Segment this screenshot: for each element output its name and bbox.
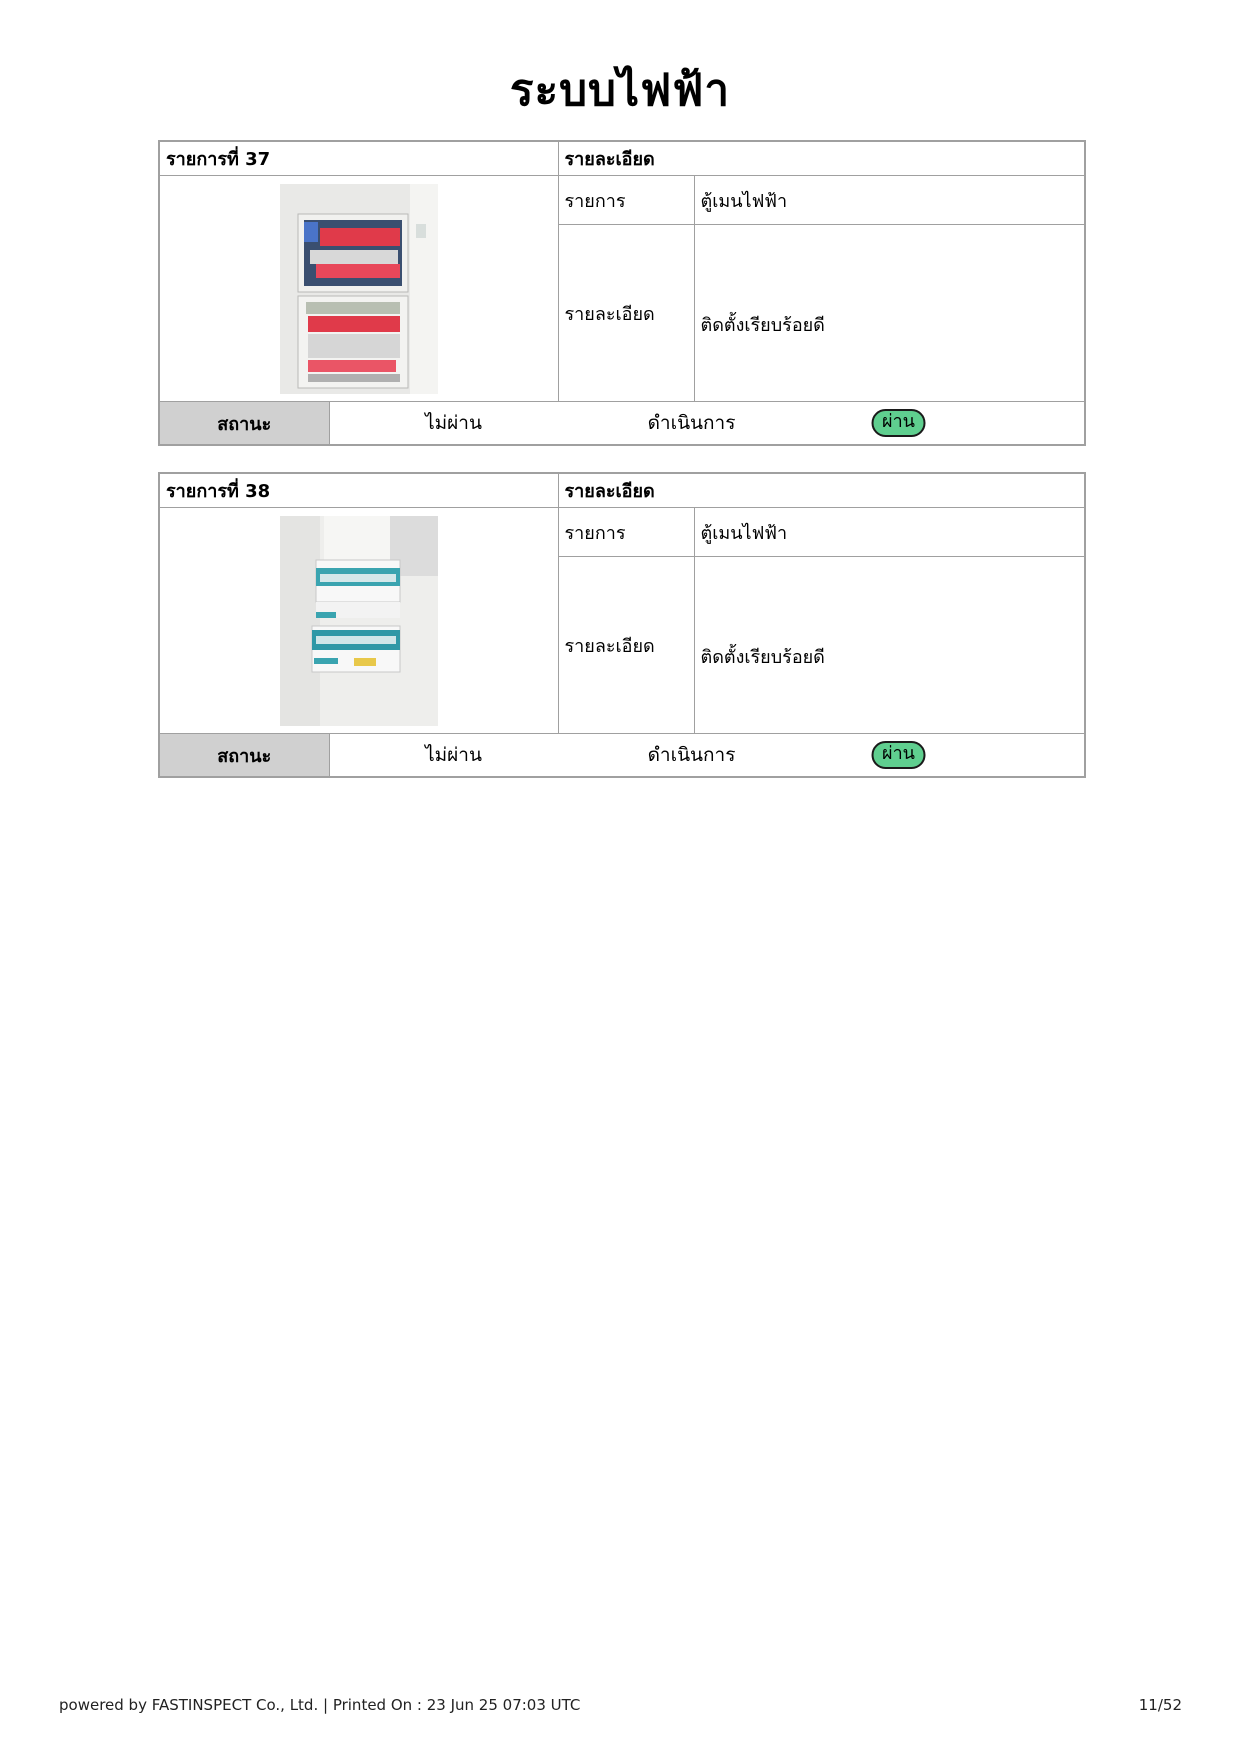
inspection-item-38	[158, 472, 1086, 778]
item-photo-cell	[159, 176, 558, 402]
item-photo-cell	[159, 508, 558, 734]
list-value: ตู้เมนไฟฟ้า	[694, 508, 1085, 557]
status-label: สถานะ	[159, 734, 329, 778]
status-label: สถานะ	[159, 402, 329, 446]
status-option-in-progress[interactable]: ดำเนินการ	[647, 412, 736, 434]
inspection-item-37	[158, 140, 1086, 446]
status-option-pass-selected[interactable]: ผ่าน	[871, 741, 926, 769]
detail-value: ติดตั้งเรียบร้อยดี	[700, 314, 825, 336]
status-option-fail[interactable]: ไม่ผ่าน	[425, 412, 482, 434]
list-value: ตู้เมนไฟฟ้า	[694, 176, 1085, 225]
status-option-in-progress[interactable]: ดำเนินการ	[647, 744, 736, 766]
footer-credit: powered by FASTINSPECT Co., Ltd. | Printed On : 23 Jun 25 07:03 UTC	[59, 1696, 581, 1714]
item-number-header: รายการที่ 38	[159, 473, 558, 508]
item-number-header: รายการที่ 37	[159, 141, 558, 176]
detail-label: รายละเอียด	[558, 225, 694, 402]
item-detail-header: รายละเอียด	[558, 473, 1085, 508]
status-option-pass-selected[interactable]: ผ่าน	[871, 409, 926, 437]
status-option-fail[interactable]: ไม่ผ่าน	[425, 744, 482, 766]
electrical-panel-photo[interactable]	[280, 516, 438, 726]
detail-value-cell	[694, 225, 1085, 402]
status-options	[329, 734, 1085, 778]
detail-label: รายละเอียด	[558, 557, 694, 734]
page-number: 11/52	[1138, 1696, 1182, 1714]
page-title: ระบบไฟฟ้า	[509, 65, 731, 116]
status-options	[329, 402, 1085, 446]
electrical-panel-photo[interactable]	[280, 184, 438, 394]
list-label: รายการ	[558, 508, 694, 557]
list-label: รายการ	[558, 176, 694, 225]
item-detail-header: รายละเอียด	[558, 141, 1085, 176]
detail-value-cell	[694, 557, 1085, 734]
detail-value: ติดตั้งเรียบร้อยดี	[700, 646, 825, 668]
